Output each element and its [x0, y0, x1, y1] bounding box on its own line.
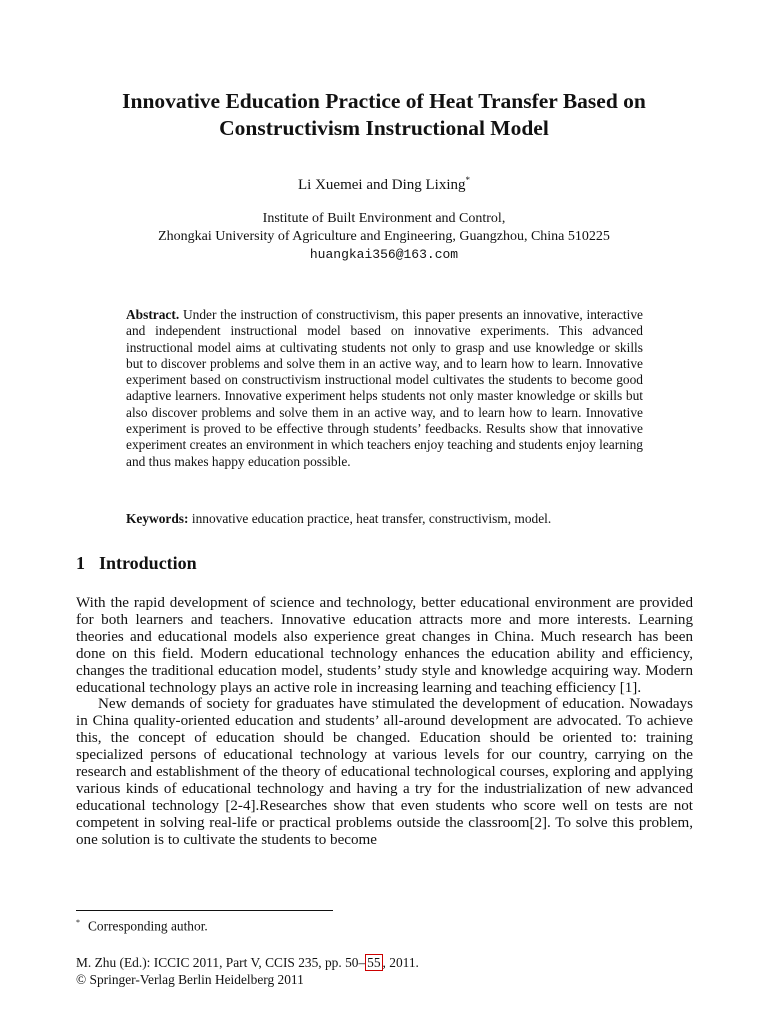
title-line-1: Innovative Education Practice of Heat Transfer Based on — [122, 89, 646, 113]
authors — [60, 175, 708, 194]
section-title: Introduction — [99, 553, 197, 573]
keywords-text: innovative education practice, heat transfer, constructivism, model. — [191, 511, 552, 526]
body-paragraph-1: With the rapid development of science and technology, better educational environment are provided for both learners and teachers. Innovative education attracts more and more interests. Learning theories and educational models also experience great changes in China. Much research has been done on this field. Modern educational technology enhances the education ability and efficiency, changes the traditional education model, students’ study style and knowledge acquiring way. Modern educational technology plays an active role in increasing learning and teaching efficiency [1]. — [76, 595, 693, 696]
footnote-divider — [76, 910, 333, 911]
citation-last-page-link[interactable]: 55 — [367, 955, 381, 970]
footnote — [76, 918, 208, 934]
affiliation-line-1: Institute of Built Environment and Control, — [262, 211, 506, 226]
author-names: Li Xuemei and Ding Lixing — [298, 177, 466, 193]
abstract — [126, 307, 643, 470]
section-heading — [76, 553, 197, 574]
copyright-line: © Springer-Verlag Berlin Heidelberg 2011 — [76, 971, 304, 987]
author-email[interactable]: huangkai356@163.com — [309, 247, 459, 262]
title-line-2: Constructivism Instructional Model — [219, 116, 549, 140]
body-text — [76, 595, 693, 849]
affiliation — [60, 210, 708, 264]
citation — [76, 955, 419, 988]
footnote-text: Corresponding author. — [88, 918, 208, 934]
citation-suffix: , 2011. — [382, 955, 419, 970]
paper-title — [60, 88, 708, 142]
keywords-label: Keywords: — [126, 511, 189, 526]
keywords — [126, 511, 643, 527]
affiliation-line-2: Zhongkai University of Agriculture and Engineering, Guangzhou, China 510225 — [158, 229, 610, 244]
body-paragraph-2: New demands of society for graduates have stimulated the development of education. Nowadays in China quality-oriented education and students’ all-around development are advocated. To achieve this, the concept of education should be changed. Education should be oriented to: training specialized persons of educational technology at various levels for our country, carrying on the research and establishment of the theory of educational technological courses, exploring and applying various kinds of educational technology and having a try for the industrialization of new advanced educational technology [2-4].Researches show that even students who score well on tests are not competent in solving real-life or practical problems outside the classroom[2]. To solve this problem, one solution is to cultivate the students to become — [76, 696, 693, 848]
citation-line — [76, 955, 419, 972]
abstract-text: Under the instruction of constructivism, this paper presents an innovative, interactive and independent instructional model based on innovative experiments. This advanced instructional model aims at cultivating students not only to grasp and use knowledge or skills but to discover problems and solve them in an active way, and to learn how to learn. Innovative experiment based on constructivism instructional model cultivates the students to become good adaptive learners. Innovative experiment helps students not only master knowledge or skills but also discover problems and solve them in an active way, and to learn how to learn. Innovative experiment is proved to be effective through students’ feedbacks. Results show that innovative experiment creates an environment in which teachers enjoy teaching and students enjoy learning and thus makes happy education possible. — [126, 307, 643, 469]
abstract-label: Abstract. — [126, 307, 180, 322]
corresponding-marker: * — [465, 175, 470, 185]
footnote-marker: * — [76, 918, 80, 927]
section-number: 1 — [76, 553, 85, 573]
citation-prefix: M. Zhu (Ed.): ICCIC 2011, Part V, CCIS 235, pp. 50– — [76, 955, 366, 970]
